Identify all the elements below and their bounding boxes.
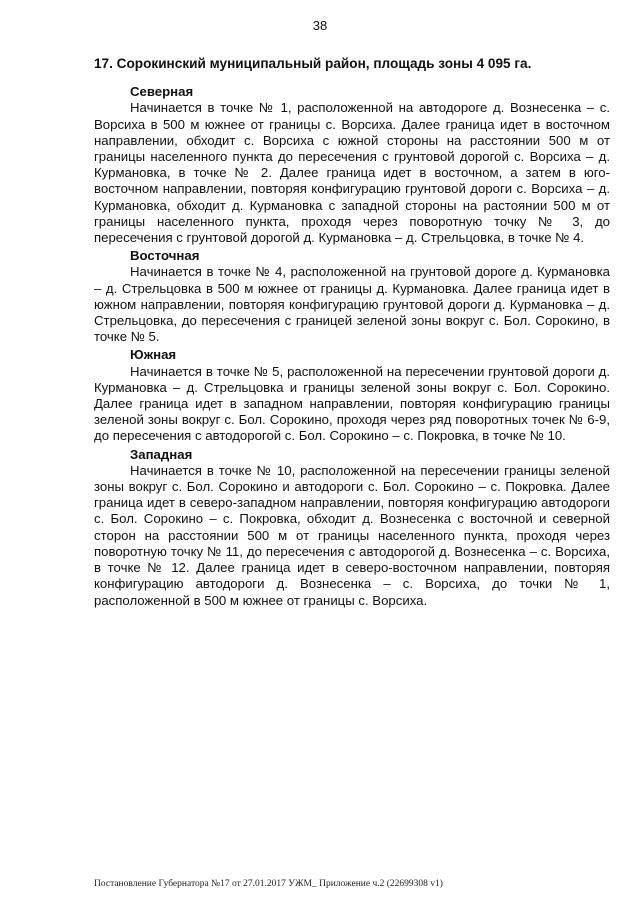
- section-north: [94, 84, 610, 246]
- section-south: [94, 347, 610, 444]
- section-heading-east: Восточная: [130, 248, 200, 264]
- page-number: 38: [312, 18, 328, 33]
- section-text-north: Начинается в точке № 1, расположенной на автодороге д. Вознесенка – с. Ворсиха в 500 м южнее от границы с. Ворсиха. Далее граница идет в восточном направлении, обходит с. Ворсиха с южной стороны на расстоянии 500 м от границы населенного пункта до пересечения с грунтовой дорогой с. Ворсиха – д. Курмановка, в точке № 2. Далее граница идет в восточном, а затем в юго-восточном направлении, повторяя конфигурацию грунтовой дороги с. Ворсиха – д. Курмановка, обходит д. Курмановка с западной стороны на растоянии 500 м от границы населенного пункта, проходя через поворотную точку № 3, до пересечения с грунтовой дорогой д. Курмановка – д. Стрельцовка, в точке № 4.: [94, 100, 610, 246]
- section-heading-north: Северная: [130, 84, 194, 100]
- document-body: [94, 56, 610, 611]
- section-text-west: Начинается в точке № 10, расположенной на пересечении границы зеленой зоны вокруг с. Бол. Сорокино и автодороги с. Бол. Сорокино – с. Покровка. Далее граница идет в северо-западном направлении, повторяя конфигурацию автодороги с. Бол. Сорокино – с. Покровка, обходит д. Вознесенка с восточной и северной сторон на расстоянии 500 м от границы населенного пункта, проходя через поворотную точку № 11, до пересечения с автодорогой д. Вознесенка – с. Ворсиха, в точке № 12. Далее граница идет в северо-восточном направлении, повторяя конфигурацию автодороги д. Вознесенка – с. Ворсиха, до точки № 1, расположенной в 500 м южнее от границы с. Ворсиха.: [94, 462, 610, 608]
- section-east: [94, 248, 610, 345]
- section-heading-west: Западная: [130, 446, 193, 462]
- section-west: [94, 447, 610, 609]
- section-text-east: Начинается в точке № 4, расположенной на грунтовой дороге д. Курмановка – д. Стрельцовка в 500 м южнее от границы д. Курмановка. Далее граница идет в южном направлении, повторяя конфигурацию грунтовой дороги д. Курмановка – д. Стрельцовка, до пересечения с границей зеленой зоны вокруг с. Бол. Сорокино, в точке № 5.: [94, 264, 610, 345]
- section-heading-south: Южная: [130, 347, 177, 363]
- document-title: 17. Сорокинский муниципальный район, площадь зоны 4 095 га.: [94, 56, 532, 71]
- document-footer: Постановление Губернатора №17 от 27.01.2017 УЖМ_ Приложение ч.2 (22699308 v1): [94, 879, 443, 889]
- section-text-south: Начинается в точке № 5, расположенной на пересечении грунтовой дороги д. Курмановка – д. Стрельцовка и границы зеленой зоны вокруг с. Бол. Сорокино. Далее граница идет в западном направлении, повторяя конфигурацию границы зеленой зоны вокруг с. Бол. Сорокино, проходя через ряд поворотных точек № 6-9, до пересечения с автодорогой с. Бол. Сорокино – с. Покровка, в точке № 10.: [94, 363, 610, 444]
